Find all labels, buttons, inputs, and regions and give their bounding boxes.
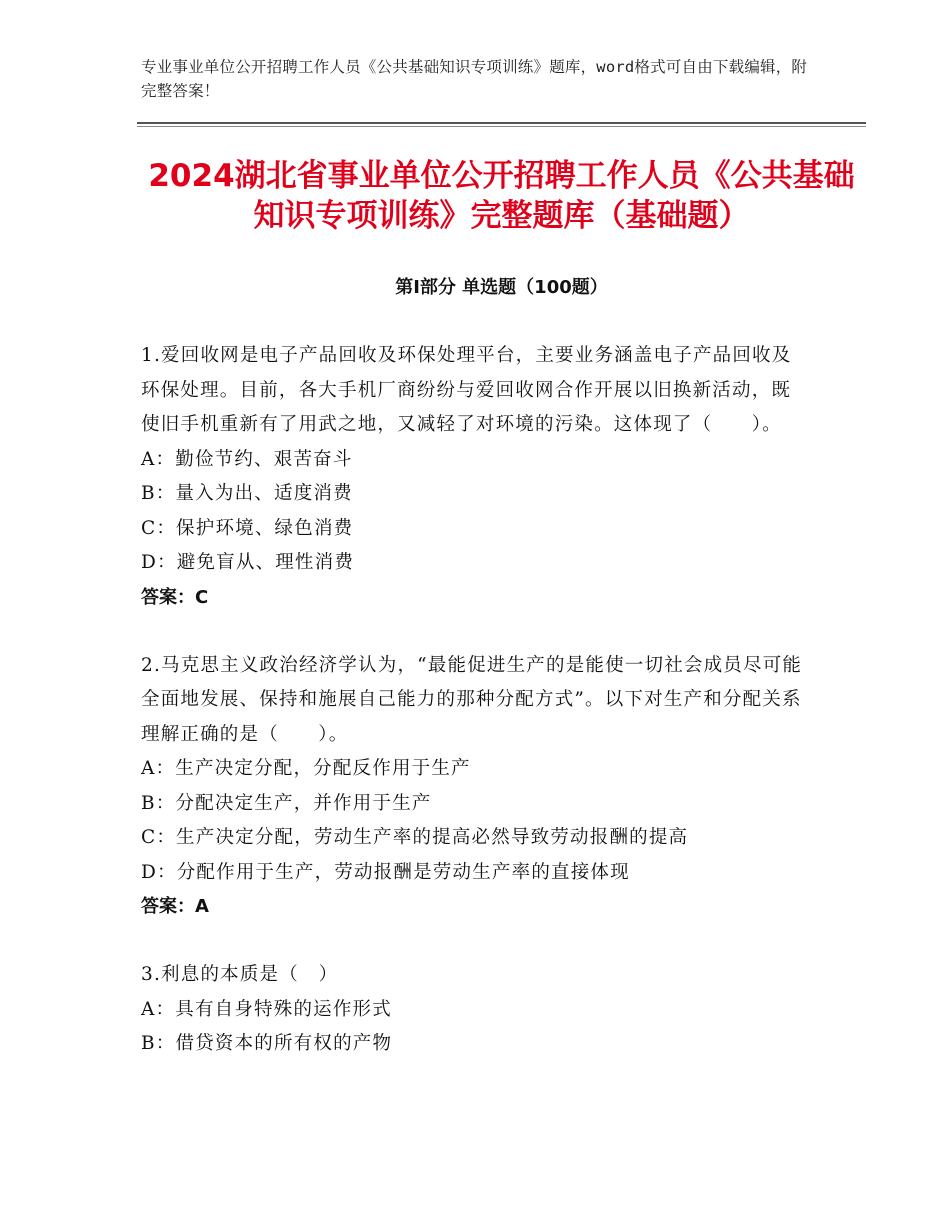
- question-3: [141, 958, 806, 1062]
- option-c: C：保护环境、绿色消费: [141, 517, 354, 539]
- question-stem: 3.利息的本质是（ ）: [141, 964, 339, 985]
- header-divider-thin: [137, 126, 866, 127]
- option-a: A：生产决定分配，分配反作用于生产: [141, 758, 471, 779]
- option-a: A：勤俭节约、艰苦奋斗: [141, 448, 353, 470]
- section-heading: 第Ⅰ部分 单选题（100题）: [395, 277, 608, 298]
- question-2: [141, 649, 806, 925]
- answer-label: 答案：C: [141, 586, 209, 608]
- question-list: [141, 339, 806, 1096]
- option-b: B：量入为出、适度消费: [141, 483, 353, 504]
- question-1: [141, 339, 806, 615]
- option-d: D：分配作用于生产，劳动报酬是劳动生产率的直接体现: [141, 861, 630, 883]
- answer-label: 答案：A: [141, 896, 209, 917]
- question-stem: 1.爱回收网是电子产品回收及环保处理平台，主要业务涵盖电子产品回收及环保处理。目前，各大手机厂商纷纷与爱回收网合作开展以旧换新活动，既使旧手机重新有了用武之地，又减轻了对环境的污染。这体现了（ ）。: [141, 345, 792, 435]
- option-b: B：借贷资本的所有权的产物: [141, 1033, 393, 1054]
- header-divider: [137, 122, 866, 124]
- header-note: 专业事业单位公开招聘工作人员《公共基础知识专项训练》题库，word格式可自由下载编辑，附完整答案！: [141, 58, 808, 100]
- option-b: B：分配决定生产，并作用于生产: [141, 792, 432, 814]
- option-c: C：生产决定分配，劳动生产率的提高必然导致劳动报酬的提高: [141, 827, 689, 848]
- document-title: 2024湖北省事业单位公开招聘工作人员《公共基础知识专项训练》完整题库（基础题）: [148, 158, 855, 234]
- question-stem: 2.马克思主义政治经济学认为，“最能促进生产的是能使一切社会成员尽可能全面地发展、保持和施展自己能力的那种分配方式”。以下对生产和分配关系理解正确的是（ ）。: [141, 654, 803, 745]
- option-a: A：具有自身特殊的运作形式: [141, 998, 392, 1020]
- option-d: D：避免盲从、理性消费: [141, 552, 355, 573]
